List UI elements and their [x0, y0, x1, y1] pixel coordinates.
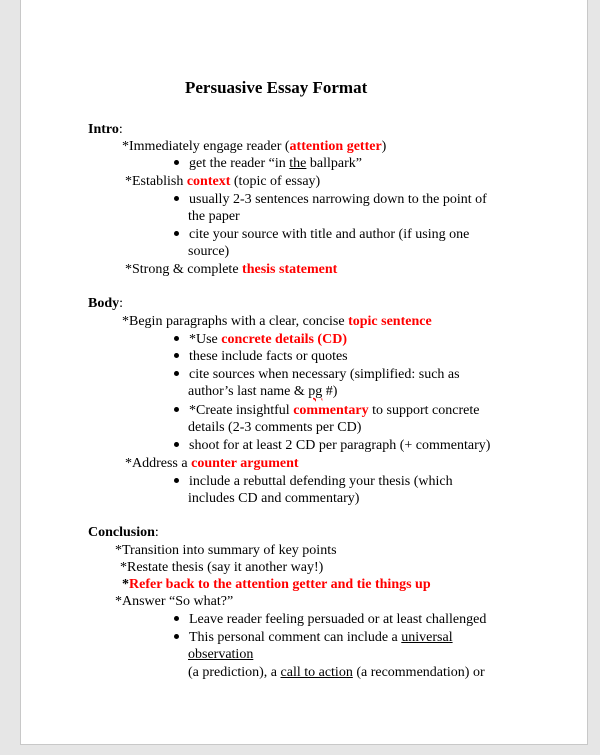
body-heading: Body: [88, 296, 124, 311]
intro-context-bullet-2: cite your source with title and author (if using one [189, 227, 470, 242]
bullet-icon [174, 371, 179, 376]
body-cite-sources-cont: author’s last name & pg #) [188, 384, 338, 399]
body-rebuttal-bullet: include a rebuttal defending your thesis (which [189, 474, 453, 489]
bullet-icon [174, 336, 179, 341]
conclusion-prediction-line: (a prediction), a call to action (a recommendation) or [188, 665, 485, 680]
bullet-icon [174, 231, 179, 236]
conclusion-heading: Conclusion: [88, 525, 159, 540]
bullet-icon [174, 160, 179, 165]
conclusion-so-what-line: *Answer “So what?” [115, 594, 234, 609]
conclusion-observation-line: observation [188, 647, 254, 662]
intro-context-line: *Establish context (topic of essay) [125, 174, 321, 189]
bullet-icon [174, 478, 179, 483]
body-topic-sentence-line: *Begin paragraphs with a clear, concise topic sentence [122, 314, 432, 329]
conclusion-transition-line: *Transition into summary of key points [115, 543, 337, 558]
intro-attention-getter-line: *Immediately engage reader (attention getter) [122, 139, 387, 154]
intro-context-bullet-1-cont: the paper [188, 209, 240, 224]
bullet-icon [174, 196, 179, 201]
body-commentary-bullet: *Create insightful commentary to support concrete [189, 403, 480, 418]
intro-context-bullet-1: usually 2-3 sentences narrowing down to the point of [189, 192, 487, 207]
bullet-icon [174, 353, 179, 358]
conclusion-refer-back-line: *Refer back to the attention getter and tie things up [122, 577, 431, 592]
bullet-icon [174, 442, 179, 447]
body-cd-count-bullet: shoot for at least 2 CD per paragraph (+ commentary) [189, 438, 491, 453]
intro-thesis-line: *Strong & complete thesis statement [125, 262, 338, 277]
body-cite-sources-bullet: cite sources when necessary (simplified: such as [189, 367, 460, 382]
body-concrete-details-bullet: *Use concrete details (CD) [189, 332, 347, 347]
body-facts-bullet: these include facts or quotes [189, 349, 348, 364]
bullet-icon [174, 616, 179, 621]
conclusion-restate-line: *Restate thesis (say it another way!) [120, 560, 324, 575]
conclusion-persuaded-bullet: Leave reader feeling persuaded or at least challenged [189, 612, 487, 627]
intro-context-bullet-2-cont: source) [188, 244, 230, 259]
body-counter-argument-line: *Address a counter argument [125, 456, 299, 471]
intro-ballpark-bullet: get the reader “in the ballpark” [189, 156, 362, 171]
bullet-icon [174, 634, 179, 639]
body-rebuttal-cont: includes CD and commentary) [188, 491, 360, 506]
conclusion-personal-comment-bullet: This personal comment can include a universal [189, 630, 453, 645]
intro-heading: Intro: [88, 122, 123, 137]
bullet-icon [174, 407, 179, 412]
page-title: Persuasive Essay Format [185, 78, 368, 97]
body-commentary-cont: details (2-3 comments per CD) [188, 420, 362, 435]
